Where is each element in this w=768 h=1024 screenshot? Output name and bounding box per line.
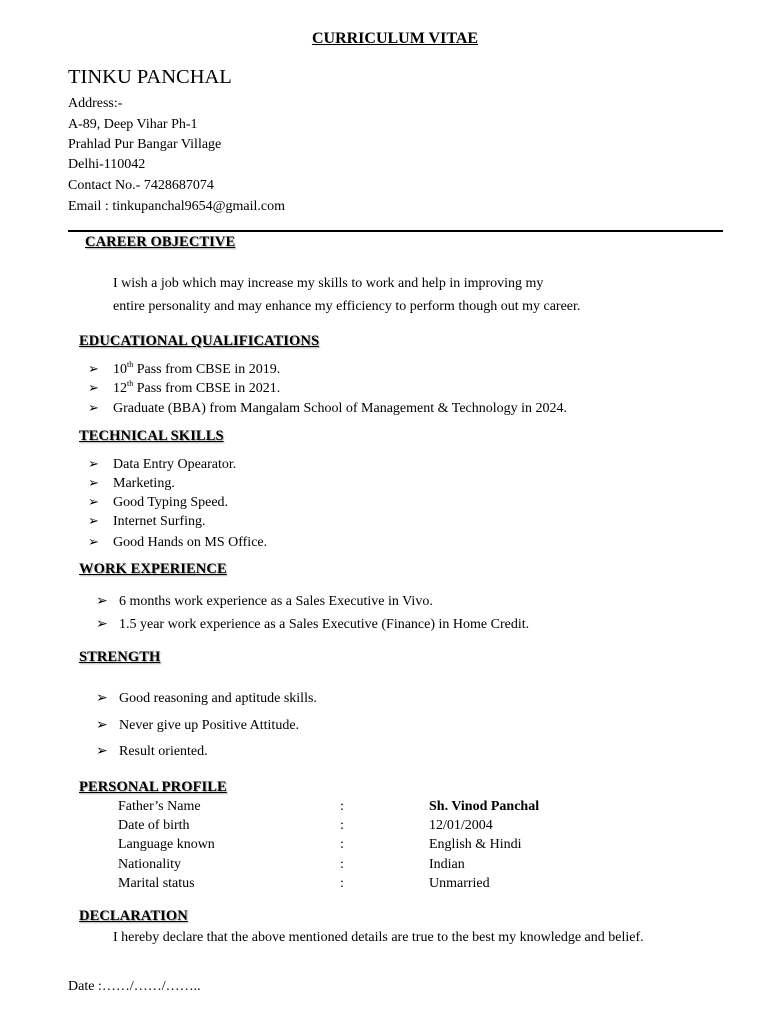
profile-label-marital-status: Marital status: [118, 876, 195, 891]
profile-value-dob: 12/01/2004: [429, 818, 493, 833]
personal-profile-heading: PERSONAL PROFILE: [79, 779, 227, 795]
education-heading: EDUCATIONAL QUALIFICATIONS: [79, 333, 320, 349]
profile-value-father-name: Sh. Vinod Panchal: [429, 799, 540, 814]
document-title: CURRICULUM VITAE: [311, 30, 479, 47]
profile-label-language: Language known: [118, 837, 215, 852]
strength-item: ➢ Result oriented.: [96, 743, 208, 759]
declaration-heading: DECLARATION: [79, 908, 188, 924]
skill-item: ➢ Marketing.: [88, 476, 175, 491]
arrowhead-bullet-icon: ➢: [96, 593, 108, 609]
work-experience-item: ➢ 6 months work experience as a Sales Executive in Vivo.: [96, 593, 433, 609]
header-divider: [68, 230, 723, 232]
skill-item: ➢ Good Typing Speed.: [88, 495, 229, 510]
profile-separator: :: [340, 799, 344, 814]
career-objective-line-2: entire personality and may enhance my efficiency to perform though out my career.: [113, 299, 581, 314]
email-address: Email : tinkupanchal9654@gmail.com: [68, 199, 286, 214]
profile-label-father-name: Father’s Name: [118, 799, 201, 814]
address-line-2: Prahlad Pur Bangar Village: [68, 137, 222, 152]
arrowhead-bullet-icon: ➢: [88, 362, 99, 377]
profile-separator: :: [340, 876, 344, 891]
candidate-name: TINKU PANCHAL: [68, 66, 232, 88]
declaration-date: Date :……/……/……..: [68, 979, 201, 994]
profile-value-nationality: Indian: [429, 857, 465, 872]
contact-number: Contact No.- 7428687074: [68, 178, 214, 193]
profile-value-language: English & Hindi: [429, 837, 522, 852]
arrowhead-bullet-icon: ➢: [88, 457, 99, 472]
arrowhead-bullet-icon: ➢: [96, 616, 108, 632]
skill-item: ➢ Internet Surfing.: [88, 514, 206, 529]
arrowhead-bullet-icon: ➢: [96, 717, 108, 733]
education-item: ➢ Graduate (BBA) from Mangalam School of Management & Technology in 2024.: [88, 401, 568, 416]
profile-label-nationality: Nationality: [118, 857, 181, 872]
arrowhead-bullet-icon: ➢: [88, 514, 99, 529]
education-item: ➢ 10th Pass from CBSE in 2019.: [88, 360, 281, 377]
work-experience-heading: WORK EXPERIENCE: [79, 561, 227, 577]
address-line-1: A-89, Deep Vihar Ph-1: [68, 117, 198, 132]
arrowhead-bullet-icon: ➢: [88, 381, 99, 396]
profile-label-dob: Date of birth: [118, 818, 190, 833]
profile-separator: :: [340, 837, 344, 852]
career-objective-heading: CAREER OBJECTIVE: [85, 234, 236, 250]
profile-value-marital-status: Unmarried: [429, 876, 490, 891]
technical-skills-heading: TECHNICAL SKILLS: [79, 428, 224, 444]
arrowhead-bullet-icon: ➢: [88, 401, 99, 416]
career-objective-line-1: I wish a job which may increase my skills to work and help in improving my: [113, 276, 544, 291]
address-label: Address:-: [68, 96, 123, 111]
education-item: ➢ 12th Pass from CBSE in 2021.: [88, 379, 281, 396]
profile-separator: :: [340, 857, 344, 872]
arrowhead-bullet-icon: ➢: [96, 743, 108, 759]
strength-item: ➢ Good reasoning and aptitude skills.: [96, 690, 317, 706]
work-experience-item: ➢ 1.5 year work experience as a Sales Executive (Finance) in Home Credit.: [96, 616, 530, 632]
arrowhead-bullet-icon: ➢: [88, 535, 99, 550]
profile-separator: :: [340, 818, 344, 833]
arrowhead-bullet-icon: ➢: [88, 495, 99, 510]
address-line-3: Delhi-110042: [68, 157, 146, 172]
arrowhead-bullet-icon: ➢: [96, 690, 108, 706]
strength-item: ➢ Never give up Positive Attitude.: [96, 717, 300, 733]
declaration-text: I hereby declare that the above mentioned details are true to the best my knowledge and belief.: [113, 930, 644, 945]
arrowhead-bullet-icon: ➢: [88, 476, 99, 491]
strength-heading: STRENGTH: [79, 649, 161, 665]
skill-item: ➢ Data Entry Opearator.: [88, 457, 237, 472]
skill-item: ➢ Good Hands on MS Office.: [88, 535, 268, 550]
